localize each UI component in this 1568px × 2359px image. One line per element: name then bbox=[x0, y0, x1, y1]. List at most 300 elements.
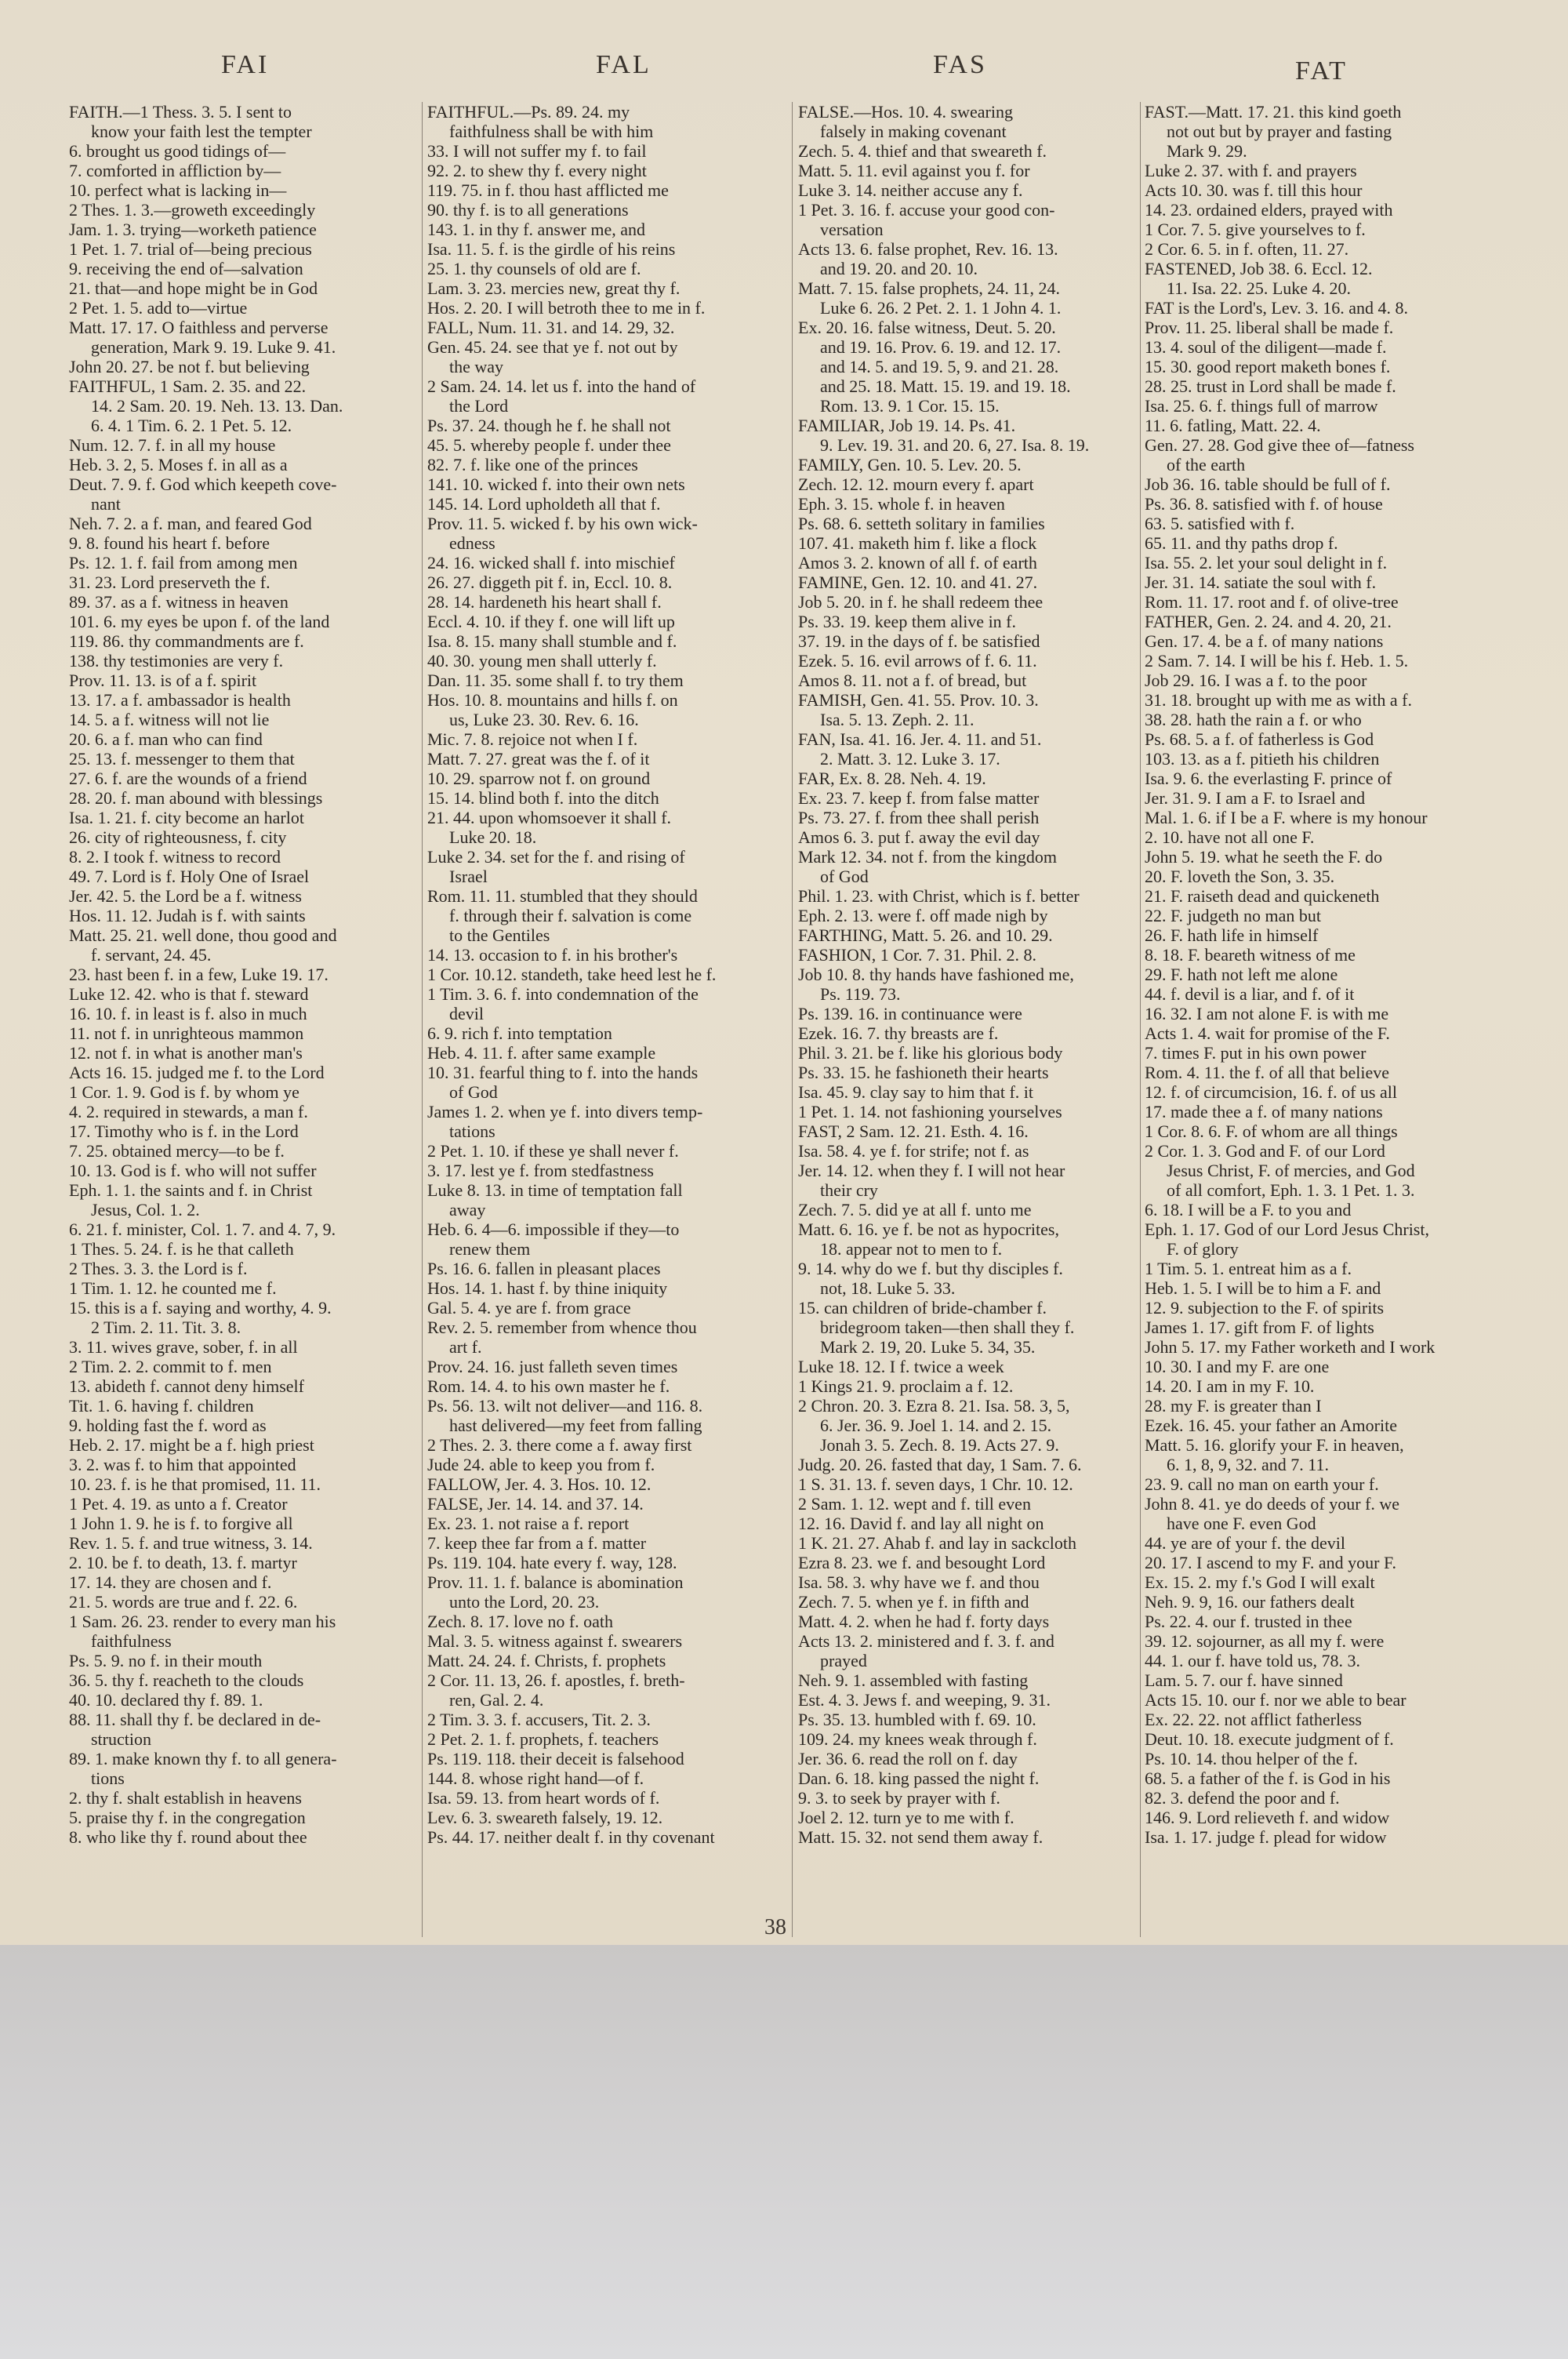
entry-line: Ps. 35. 13. humbled with f. 69. 10. bbox=[798, 1710, 1036, 1729]
entry-line: 101. 6. my eyes be upon f. of the land bbox=[69, 612, 330, 631]
entry-line: Matt. 5. 11. evil against you f. for bbox=[798, 161, 1030, 180]
entry-line: 141. 10. wicked f. into their own nets bbox=[427, 474, 685, 494]
entry-line: Matt. 4. 2. when he had f. forty days bbox=[798, 1612, 1050, 1631]
entry-line: 12. not f. in what is another man's bbox=[69, 1043, 303, 1063]
entry-line: FAITHFUL, 1 Sam. 2. 35. and 22. bbox=[69, 376, 307, 396]
entry-line: 1 John 1. 9. he is f. to forgive all bbox=[69, 1514, 293, 1533]
entry-line: Zech. 7. 5. when ye f. in fifth and bbox=[798, 1592, 1029, 1612]
entry-line: James 1. 17. gift from F. of lights bbox=[1145, 1318, 1374, 1337]
entry-line: Ps. 73. 27. f. from thee shall perish bbox=[798, 808, 1040, 827]
entry-line: 11. 6. fatling, Matt. 22. 4. bbox=[1145, 416, 1321, 435]
entry-line: James 1. 2. when ye f. into divers temp- bbox=[427, 1102, 703, 1121]
entry-line: Phil. 1. 23. with Christ, which is f. better bbox=[798, 886, 1080, 906]
entry-line: edness bbox=[449, 533, 495, 553]
entry-line: Ps. 33. 19. keep them alive in f. bbox=[798, 612, 1017, 631]
entry-line: 143. 1. in thy f. answer me, and bbox=[427, 220, 645, 239]
entry-line: F. of glory bbox=[1167, 1239, 1239, 1259]
entry-line: Mal. 1. 6. if I be a F. where is my honour bbox=[1145, 808, 1428, 827]
entry-line: Mark 12. 34. not f. from the kingdom bbox=[798, 847, 1057, 867]
entry-line: 20. 6. a f. man who can find bbox=[69, 729, 263, 749]
entry-line: 2 Sam. 1. 12. wept and f. till even bbox=[798, 1494, 1031, 1514]
entry-line: 29. F. hath not left me alone bbox=[1145, 965, 1338, 984]
entry-line: 3. 17. lest ye f. from stedfastness bbox=[427, 1161, 654, 1180]
entry-line: 23. 9. call no man on earth your f. bbox=[1145, 1474, 1379, 1494]
entry-line: Israel bbox=[449, 867, 488, 886]
entry-line: FAN, Isa. 41. 16. Jer. 4. 11. and 51. bbox=[798, 729, 1042, 749]
entry-line: Jude 24. able to keep you from f. bbox=[427, 1455, 655, 1474]
entry-line: 1 Thes. 5. 24. f. is he that calleth bbox=[69, 1239, 294, 1259]
entry-line: Lev. 6. 3. sweareth falsely, 19. 12. bbox=[427, 1808, 663, 1827]
entry-line: devil bbox=[449, 1004, 484, 1023]
entry-line: Ezek. 16. 45. your father an Amorite bbox=[1145, 1416, 1397, 1435]
entry-line: Prov. 11. 25. liberal shall be made f. bbox=[1145, 318, 1394, 337]
entry-line: Isa. 55. 2. let your soul delight in f. bbox=[1145, 553, 1388, 572]
entry-line: the way bbox=[449, 357, 504, 376]
entry-line: 12. 16. David f. and lay all night on bbox=[798, 1514, 1044, 1533]
entry-line: Job 5. 20. in f. he shall redeem thee bbox=[798, 592, 1044, 612]
entry-line: to the Gentiles bbox=[449, 925, 550, 945]
entry-line: Ps. 33. 15. he fashioneth their hearts bbox=[798, 1063, 1049, 1082]
entry-line: Acts 13. 2. ministered and f. 3. f. and bbox=[798, 1631, 1054, 1651]
entry-line: 31. 23. Lord preserveth the f. bbox=[69, 572, 270, 592]
entry-line: Ps. 119. 118. their deceit is falsehood bbox=[427, 1749, 684, 1768]
entry-line: Isa. 1. 21. f. city become an harlot bbox=[69, 808, 304, 827]
entry-line: Zech. 7. 5. did ye at all f. unto me bbox=[798, 1200, 1032, 1219]
entry-line: 10. 30. I and my F. are one bbox=[1145, 1357, 1330, 1376]
entry-line: 6. Jer. 36. 9. Joel 1. 14. and 2. 15. bbox=[820, 1416, 1052, 1435]
entry-line: Hos. 10. 8. mountains and hills f. on bbox=[427, 690, 678, 710]
entry-line: 15. this is a f. saying and worthy, 4. 9. bbox=[69, 1298, 332, 1318]
entry-line: 37. 19. in the days of f. be satisfied bbox=[798, 631, 1040, 651]
entry-line: Ps. 68. 6. setteth solitary in families bbox=[798, 514, 1045, 533]
entry-line: Isa. 45. 9. clay say to him that f. it bbox=[798, 1082, 1033, 1102]
entry-line: Gen. 27. 28. God give thee of—fatness bbox=[1145, 435, 1414, 455]
entry-line: Ps. 10. 14. thou helper of the f. bbox=[1145, 1749, 1358, 1768]
entry-line: Jer. 36. 6. read the roll on f. day bbox=[798, 1749, 1018, 1768]
entry-line: John 20. 27. be not f. but believing bbox=[69, 357, 310, 376]
entry-line: 144. 8. whose right hand—of f. bbox=[427, 1768, 644, 1788]
entry-line: 88. 11. shall thy f. be declared in de- bbox=[69, 1710, 321, 1729]
entry-line: Ps. 56. 13. wilt not deliver—and 116. 8. bbox=[427, 1396, 703, 1416]
entry-line: 26. 27. diggeth pit f. in, Eccl. 10. 8. bbox=[427, 572, 673, 592]
entry-line: 16. 32. I am not alone F. is with me bbox=[1145, 1004, 1389, 1023]
entry-line: Heb. 4. 11. f. after same example bbox=[427, 1043, 656, 1063]
entry-line: Ps. 44. 17. neither dealt f. in thy covenant bbox=[427, 1827, 715, 1847]
entry-line: FAITH.—1 Thess. 3. 5. I sent to bbox=[69, 102, 292, 122]
entry-line: Ps. 5. 9. no f. in their mouth bbox=[69, 1651, 263, 1670]
column-divider bbox=[422, 102, 423, 1937]
entry-line: away bbox=[449, 1200, 486, 1219]
entry-line: Ps. 36. 8. satisfied with f. of house bbox=[1145, 494, 1383, 514]
entry-line: 3. 11. wives grave, sober, f. in all bbox=[69, 1337, 298, 1357]
entry-line: and 19. 16. Prov. 6. 19. and 12. 17. bbox=[820, 337, 1062, 357]
entry-line: Matt. 5. 16. glorify your F. in heaven, bbox=[1145, 1435, 1404, 1455]
entry-line: Zech. 12. 12. mourn every f. apart bbox=[798, 474, 1034, 494]
entry-line: 21. 44. upon whomsoever it shall f. bbox=[427, 808, 672, 827]
entry-line: Matt. 25. 21. well done, thou good and bbox=[69, 925, 337, 945]
entry-line: 1 Tim. 5. 1. entreat him as a f. bbox=[1145, 1259, 1352, 1278]
entry-line: Eph. 1. 17. God of our Lord Jesus Christ, bbox=[1145, 1219, 1429, 1239]
entry-line: 5. praise thy f. in the congregation bbox=[69, 1808, 306, 1827]
entry-line: 2 Pet. 1. 10. if these ye shall never f. bbox=[427, 1141, 679, 1161]
entry-line: Isa. 25. 6. f. things full of marrow bbox=[1145, 396, 1378, 416]
entry-line: Ps. 12. 1. f. fail from among men bbox=[69, 553, 298, 572]
entry-line: Jonah 3. 5. Zech. 8. 19. Acts 27. 9. bbox=[820, 1435, 1059, 1455]
entry-line: Job 29. 16. I was a f. to the poor bbox=[1145, 671, 1367, 690]
entry-line: 15. 14. blind both f. into the ditch bbox=[427, 788, 659, 808]
entry-line: unto the Lord, 20. 23. bbox=[449, 1592, 600, 1612]
entry-line: Isa. 8. 15. many shall stumble and f. bbox=[427, 631, 677, 651]
entry-line: faithfulness shall be with him bbox=[449, 122, 654, 141]
entry-line: 7. comforted in affliction by— bbox=[69, 161, 281, 180]
entry-line: Jam. 1. 3. trying—worketh patience bbox=[69, 220, 317, 239]
entry-line: 20. 17. I ascend to my F. and your F. bbox=[1145, 1553, 1396, 1572]
entry-line: Gen. 17. 4. be a f. of many nations bbox=[1145, 631, 1384, 651]
entry-line: Isa. 58. 3. why have we f. and thou bbox=[798, 1572, 1040, 1592]
entry-line: 25. 1. thy counsels of old are f. bbox=[427, 259, 641, 278]
entry-line: Heb. 1. 5. I will be to him a F. and bbox=[1145, 1278, 1381, 1298]
entry-line: Ps. 16. 6. fallen in pleasant places bbox=[427, 1259, 661, 1278]
entry-line: f. servant, 24. 45. bbox=[91, 945, 212, 965]
entry-line: 1 Cor. 8. 6. F. of whom are all things bbox=[1145, 1121, 1398, 1141]
entry-line: FASHION, 1 Cor. 7. 31. Phil. 2. 8. bbox=[798, 945, 1036, 965]
entry-line: Ex. 23. 1. not raise a f. report bbox=[427, 1514, 630, 1533]
entry-line: 9. 8. found his heart f. before bbox=[69, 533, 270, 553]
entry-line: 26. F. hath life in himself bbox=[1145, 925, 1319, 945]
entry-line: 13. abideth f. cannot deny himself bbox=[69, 1376, 304, 1396]
entry-line: Isa. 11. 5. f. is the girdle of his reins bbox=[427, 239, 676, 259]
entry-line: Acts 15. 10. our f. nor we able to bear bbox=[1145, 1690, 1406, 1710]
entry-line: Ezra 8. 23. we f. and besought Lord bbox=[798, 1553, 1046, 1572]
column-divider bbox=[792, 102, 793, 1937]
entry-line: 4. 2. required in stewards, a man f. bbox=[69, 1102, 308, 1121]
entry-line: tations bbox=[449, 1121, 495, 1141]
entry-line: not, 18. Luke 5. 33. bbox=[820, 1278, 956, 1298]
entry-line: 63. 5. satisfied with f. bbox=[1145, 514, 1295, 533]
entry-line: Job 36. 16. table should be full of f. bbox=[1145, 474, 1391, 494]
running-headers bbox=[0, 50, 1568, 89]
entry-line: of God bbox=[820, 867, 869, 886]
entry-line: art f. bbox=[449, 1337, 482, 1357]
entry-line: generation, Mark 9. 19. Luke 9. 41. bbox=[91, 337, 336, 357]
entry-line: Ezek. 16. 7. thy breasts are f. bbox=[798, 1023, 999, 1043]
entry-line: 45. 5. whereby people f. under thee bbox=[427, 435, 671, 455]
entry-line: 44. f. devil is a liar, and f. of it bbox=[1145, 984, 1355, 1004]
entry-line: 28. 14. hardeneth his heart shall f. bbox=[427, 592, 662, 612]
entry-line: 1 K. 21. 27. Ahab f. and lay in sackcloth bbox=[798, 1533, 1076, 1553]
entry-line: Zech. 8. 17. love no f. oath bbox=[427, 1612, 614, 1631]
entry-line: 89. 37. as a f. witness in heaven bbox=[69, 592, 289, 612]
entry-line: Neh. 9. 9, 16. our fathers dealt bbox=[1145, 1592, 1355, 1612]
entry-line: 107. 41. maketh him f. like a flock bbox=[798, 533, 1037, 553]
entry-line: Acts 10. 30. was f. till this hour bbox=[1145, 180, 1363, 200]
entry-line: Luke 8. 13. in time of temptation fall bbox=[427, 1180, 683, 1200]
entry-line: Acts 16. 15. judged me f. to the Lord bbox=[69, 1063, 325, 1082]
entry-line: 39. 12. sojourner, as all my f. were bbox=[1145, 1631, 1385, 1651]
entry-line: Ps. 139. 16. in continuance were bbox=[798, 1004, 1022, 1023]
text-column-4 bbox=[1145, 102, 1505, 1847]
entry-line: 6. 9. rich f. into temptation bbox=[427, 1023, 612, 1043]
entry-line: 6. 4. 1 Tim. 6. 2. 1 Pet. 5. 12. bbox=[91, 416, 292, 435]
entry-line: Matt. 15. 32. not send them away f. bbox=[798, 1827, 1044, 1847]
entry-line: ren, Gal. 2. 4. bbox=[449, 1690, 544, 1710]
entry-line: Prov. 11. 13. is of a f. spirit bbox=[69, 671, 257, 690]
entry-line: Ex. 15. 2. my f.'s God I will exalt bbox=[1145, 1572, 1375, 1592]
entry-line: Tit. 1. 6. having f. children bbox=[69, 1396, 254, 1416]
entry-line: 2 Sam. 24. 14. let us f. into the hand of bbox=[427, 376, 696, 396]
entry-line: 145. 14. Lord upholdeth all that f. bbox=[427, 494, 661, 514]
entry-line: Ps. 22. 4. our f. trusted in thee bbox=[1145, 1612, 1352, 1631]
entry-line: Neh. 9. 1. assembled with fasting bbox=[798, 1670, 1029, 1690]
entry-line: Est. 4. 3. Jews f. and weeping, 9. 31. bbox=[798, 1690, 1051, 1710]
entry-line: Heb. 3. 2, 5. Moses f. in all as a bbox=[69, 455, 288, 474]
entry-line: 1 Sam. 26. 23. render to every man his bbox=[69, 1612, 336, 1631]
entry-line: 6. 18. I will be a F. to you and bbox=[1145, 1200, 1352, 1219]
entry-line: nant bbox=[91, 494, 121, 514]
entry-line: Ex. 23. 7. keep f. from false matter bbox=[798, 788, 1040, 808]
entry-line: 82. 3. defend the poor and f. bbox=[1145, 1788, 1340, 1808]
entry-line: John 5. 17. my Father worketh and I work bbox=[1145, 1337, 1436, 1357]
entry-line: 10. perfect what is lacking in— bbox=[69, 180, 287, 200]
entry-line: 7. times F. put in his own power bbox=[1145, 1043, 1367, 1063]
entry-line: 2 Thes. 3. 3. the Lord is f. bbox=[69, 1259, 248, 1278]
entry-line: Rev. 1. 5. f. and true witness, 3. 14. bbox=[69, 1533, 313, 1553]
entry-line: Lam. 5. 7. our f. have sinned bbox=[1145, 1670, 1343, 1690]
entry-line: Isa. 5. 13. Zeph. 2. 11. bbox=[820, 710, 975, 729]
entry-line: Matt. 7. 15. false prophets, 24. 11, 24. bbox=[798, 278, 1061, 298]
entry-line: 2 Sam. 7. 14. I will be his f. Heb. 1. 5. bbox=[1145, 651, 1409, 671]
entry-line: and 14. 5. and 19. 5, 9. and 21. 28. bbox=[820, 357, 1059, 376]
page-number: 38 bbox=[764, 1915, 786, 1939]
entry-line: Rom. 11. 17. root and f. of olive-tree bbox=[1145, 592, 1399, 612]
entry-line: Hos. 2. 20. I will betroth thee to me in f. bbox=[427, 298, 706, 318]
entry-line: Matt. 6. 16. ye f. be not as hypocrites, bbox=[798, 1219, 1059, 1239]
entry-line: Isa. 9. 6. the everlasting F. prince of bbox=[1145, 769, 1392, 788]
entry-line: Eph. 3. 15. whole f. in heaven bbox=[798, 494, 1005, 514]
entry-line: Heb. 6. 4—6. impossible if they—to bbox=[427, 1219, 680, 1239]
entry-line: 11. Isa. 22. 25. Luke 4. 20. bbox=[1167, 278, 1352, 298]
entry-line: Isa. 1. 17. judge f. plead for widow bbox=[1145, 1827, 1387, 1847]
entry-line: 68. 5. a father of the f. is God in his bbox=[1145, 1768, 1391, 1788]
entry-line: Isa. 59. 13. from heart words of f. bbox=[427, 1788, 660, 1808]
entry-line: 44. 1. our f. have told us, 78. 3. bbox=[1145, 1651, 1360, 1670]
entry-line: 6. 1, 8, 9, 32. and 7. 11. bbox=[1167, 1455, 1329, 1474]
entry-line: 14. 20. I am in my F. 10. bbox=[1145, 1376, 1315, 1396]
entry-line: 13. 4. soul of the diligent—made f. bbox=[1145, 337, 1387, 357]
entry-line: Luke 2. 37. with f. and prayers bbox=[1145, 161, 1357, 180]
text-column-3 bbox=[798, 102, 1157, 1847]
entry-line: 15. 30. good report maketh bones f. bbox=[1145, 357, 1391, 376]
entry-line: 2. 10. have not all one F. bbox=[1145, 827, 1315, 847]
entry-line: of the earth bbox=[1167, 455, 1246, 474]
entry-line: Jesus Christ, F. of mercies, and God bbox=[1167, 1161, 1415, 1180]
entry-line: 15. can children of bride-chamber f. bbox=[798, 1298, 1047, 1318]
entry-line: Eccl. 4. 10. if they f. one will lift up bbox=[427, 612, 675, 631]
entry-line: Gal. 5. 4. ye are f. from grace bbox=[427, 1298, 631, 1318]
entry-line: 103. 13. as a f. pitieth his children bbox=[1145, 749, 1380, 769]
entry-line: Rom. 11. 11. stumbled that they should bbox=[427, 886, 698, 906]
entry-line: Phil. 3. 21. be f. like his glorious body bbox=[798, 1043, 1063, 1063]
entry-line: 21. that—and hope might be in God bbox=[69, 278, 318, 298]
entry-line: 7. keep thee far from a f. matter bbox=[427, 1533, 647, 1553]
entry-line: 65. 11. and thy paths drop f. bbox=[1145, 533, 1338, 553]
entry-line: 1 Tim. 1. 12. he counted me f. bbox=[69, 1278, 277, 1298]
entry-line: Joel 2. 12. turn ye to me with f. bbox=[798, 1808, 1014, 1827]
entry-line: 1 S. 31. 13. f. seven days, 1 Chr. 10. 12. bbox=[798, 1474, 1073, 1494]
running-header-3: FAS bbox=[933, 50, 987, 79]
entry-line: Mark 9. 29. bbox=[1167, 141, 1247, 161]
entry-line: FAT is the Lord's, Lev. 3. 16. and 4. 8. bbox=[1145, 298, 1408, 318]
entry-line: 25. 13. f. messenger to them that bbox=[69, 749, 295, 769]
entry-line: of all comfort, Eph. 1. 3. 1 Pet. 1. 3. bbox=[1167, 1180, 1415, 1200]
entry-line: 49. 7. Lord is f. Holy One of Israel bbox=[69, 867, 310, 886]
entry-line: 18. appear not to men to f. bbox=[820, 1239, 1003, 1259]
entry-line: 6. 21. f. minister, Col. 1. 7. and 4. 7, 9. bbox=[69, 1219, 336, 1239]
entry-line: Luke 3. 14. neither accuse any f. bbox=[798, 180, 1023, 200]
entry-line: 3. 2. was f. to him that appointed bbox=[69, 1455, 296, 1474]
entry-line: FAITHFUL.—Ps. 89. 24. my bbox=[427, 102, 630, 122]
entry-line: renew them bbox=[449, 1239, 531, 1259]
entry-line: Hos. 11. 12. Judah is f. with saints bbox=[69, 906, 306, 925]
entry-line: FALSE, Jer. 14. 14. and 37. 14. bbox=[427, 1494, 644, 1514]
entry-line: 12. 9. subjection to the F. of spirits bbox=[1145, 1298, 1385, 1318]
entry-line: FARTHING, Matt. 5. 26. and 10. 29. bbox=[798, 925, 1053, 945]
entry-line: 40. 30. young men shall utterly f. bbox=[427, 651, 657, 671]
entry-line: Luke 18. 12. I f. twice a week bbox=[798, 1357, 1004, 1376]
entry-line: 9. holding fast the f. word as bbox=[69, 1416, 267, 1435]
entry-line: Dan. 6. 18. king passed the night f. bbox=[798, 1768, 1040, 1788]
entry-line: 28. 25. trust in Lord shall be made f. bbox=[1145, 376, 1396, 396]
entry-line: FAST, 2 Sam. 12. 21. Esth. 4. 16. bbox=[798, 1121, 1029, 1141]
entry-line: 14. 23. ordained elders, prayed with bbox=[1145, 200, 1393, 220]
entry-line: 17. 14. they are chosen and f. bbox=[69, 1572, 272, 1592]
entry-line: 36. 5. thy f. reacheth to the clouds bbox=[69, 1670, 304, 1690]
entry-line: 28. 20. f. man abound with blessings bbox=[69, 788, 323, 808]
entry-line: 21. F. raiseth dead and quickeneth bbox=[1145, 886, 1380, 906]
entry-line: 24. 16. wicked shall f. into mischief bbox=[427, 553, 675, 572]
entry-line: Zech. 5. 4. thief and that sweareth f. bbox=[798, 141, 1047, 161]
entry-line: Mark 2. 19, 20. Luke 5. 34, 35. bbox=[820, 1337, 1036, 1357]
entry-line: and 19. 20. and 20. 10. bbox=[820, 259, 978, 278]
entry-line: 2 Thes. 2. 3. there come a f. away first bbox=[427, 1435, 692, 1455]
entry-line: 21. 5. words are true and f. 22. 6. bbox=[69, 1592, 298, 1612]
entry-line: 8. 2. I took f. witness to record bbox=[69, 847, 281, 867]
entry-line: 92. 2. to shew thy f. every night bbox=[427, 161, 647, 180]
entry-line: faithfulness bbox=[91, 1631, 172, 1651]
entry-line: 2 Pet. 1. 5. add to—virtue bbox=[69, 298, 248, 318]
entry-line: Mic. 7. 8. rejoice not when I f. bbox=[427, 729, 638, 749]
entry-line: Isa. 58. 4. ye f. for strife; not f. as bbox=[798, 1141, 1029, 1161]
entry-line: 2 Cor. 1. 3. God and F. of our Lord bbox=[1145, 1141, 1385, 1161]
entry-line: Eph. 2. 13. were f. off made nigh by bbox=[798, 906, 1048, 925]
entry-line: Ezek. 5. 16. evil arrows of f. 6. 11. bbox=[798, 651, 1037, 671]
entry-line: Deut. 10. 18. execute judgment of f. bbox=[1145, 1729, 1394, 1749]
entry-line: 28. my F. is greater than I bbox=[1145, 1396, 1322, 1416]
entry-line: FASTENED, Job 38. 6. Eccl. 12. bbox=[1145, 259, 1373, 278]
entry-line: 9. 3. to seek by prayer with f. bbox=[798, 1788, 1000, 1808]
entry-line: 1 Pet. 1. 7. trial of—being precious bbox=[69, 239, 312, 259]
entry-line: 33. I will not suffer my f. to fail bbox=[427, 141, 647, 161]
entry-line: 2 Cor. 11. 13, 26. f. apostles, f. breth- bbox=[427, 1670, 685, 1690]
entry-line: 12. f. of circumcision, 16. f. of us all bbox=[1145, 1082, 1397, 1102]
entry-line: Amos 8. 11. not a f. of bread, but bbox=[798, 671, 1027, 690]
entry-line: 2. thy f. shalt establish in heavens bbox=[69, 1788, 302, 1808]
entry-line: Lam. 3. 23. mercies new, great thy f. bbox=[427, 278, 681, 298]
entry-line: Job 10. 8. thy hands have fashioned me, bbox=[798, 965, 1074, 984]
background-surface bbox=[0, 1945, 1568, 2359]
entry-line: Judg. 20. 26. fasted that day, 1 Sam. 7. 6. bbox=[798, 1455, 1082, 1474]
entry-line: 16. 10. f. in least is f. also in much bbox=[69, 1004, 307, 1023]
entry-line: Ps. 119. 73. bbox=[820, 984, 901, 1004]
entry-line: 119. 86. thy commandments are f. bbox=[69, 631, 304, 651]
running-header-4: FAT bbox=[1295, 56, 1348, 85]
entry-line: 44. ye are of your f. the devil bbox=[1145, 1533, 1345, 1553]
entry-line: Rev. 2. 5. remember from whence thou bbox=[427, 1318, 697, 1337]
entry-line: 14. 5. a f. witness will not lie bbox=[69, 710, 270, 729]
entry-line: 40. 10. declared thy f. 89. 1. bbox=[69, 1690, 263, 1710]
entry-line: 2 Tim. 3. 3. f. accusers, Tit. 2. 3. bbox=[427, 1710, 651, 1729]
entry-line: Dan. 11. 35. some shall f. to try them bbox=[427, 671, 684, 690]
entry-line: know your faith lest the tempter bbox=[91, 122, 312, 141]
entry-line: Ps. 68. 5. a f. of fatherless is God bbox=[1145, 729, 1374, 749]
entry-line: 2 Pet. 2. 1. f. prophets, f. teachers bbox=[427, 1729, 659, 1749]
entry-line: FALSE.—Hos. 10. 4. swearing bbox=[798, 102, 1013, 122]
entry-line: 2. Matt. 3. 12. Luke 3. 17. bbox=[820, 749, 1000, 769]
entry-line: 1 Pet. 4. 19. as unto a f. Creator bbox=[69, 1494, 288, 1514]
entry-line: 20. F. loveth the Son, 3. 35. bbox=[1145, 867, 1335, 886]
entry-line: 89. 1. make known thy f. to all genera- bbox=[69, 1749, 337, 1768]
entry-line: 6. brought us good tidings of— bbox=[69, 141, 286, 161]
entry-line: Amos 6. 3. put f. away the evil day bbox=[798, 827, 1040, 847]
entry-line: Ps. 119. 104. hate every f. way, 128. bbox=[427, 1553, 677, 1572]
entry-line: 11. not f. in unrighteous mammon bbox=[69, 1023, 304, 1043]
entry-line: 2 Tim. 2. 11. Tit. 3. 8. bbox=[91, 1318, 241, 1337]
entry-line: Eph. 1. 1. the saints and f. in Christ bbox=[69, 1180, 313, 1200]
entry-line: have one F. even God bbox=[1167, 1514, 1316, 1533]
entry-line: 14. 2 Sam. 20. 19. Neh. 13. 13. Dan. bbox=[91, 396, 343, 416]
entry-line: John 8. 41. ye do deeds of your f. we bbox=[1145, 1494, 1400, 1514]
entry-line: Hos. 14. 1. hast f. by thine iniquity bbox=[427, 1278, 668, 1298]
entry-line: hast delivered—my feet from falling bbox=[449, 1416, 702, 1435]
entry-line: not out but by prayer and fasting bbox=[1167, 122, 1392, 141]
entry-line: 26. city of righteousness, f. city bbox=[69, 827, 287, 847]
entry-line: Luke 6. 26. 2 Pet. 2. 1. 1 John 4. 1. bbox=[820, 298, 1062, 318]
entry-line: 1 Cor. 1. 9. God is f. by whom ye bbox=[69, 1082, 299, 1102]
entry-line: Prov. 11. 5. wicked f. by his own wick- bbox=[427, 514, 698, 533]
running-header-1: FAI bbox=[221, 50, 270, 79]
entry-line: Jer. 14. 12. when they f. I will not hear bbox=[798, 1161, 1065, 1180]
entry-line: FALLOW, Jer. 4. 3. Hos. 10. 12. bbox=[427, 1474, 652, 1494]
entry-line: 1 Cor. 10.12. standeth, take heed lest he f. bbox=[427, 965, 717, 984]
entry-line: 27. 6. f. are the wounds of a friend bbox=[69, 769, 307, 788]
entry-line: 1 Kings 21. 9. proclaim a f. 12. bbox=[798, 1376, 1014, 1396]
entry-line: tions bbox=[91, 1768, 125, 1788]
entry-line: the Lord bbox=[449, 396, 509, 416]
entry-line: Num. 12. 7. f. in all my house bbox=[69, 435, 276, 455]
entry-line: FAMINE, Gen. 12. 10. and 41. 27. bbox=[798, 572, 1038, 592]
entry-line: Rom. 13. 9. 1 Cor. 15. 15. bbox=[820, 396, 1000, 416]
entry-line: Matt. 7. 27. great was the f. of it bbox=[427, 749, 650, 769]
entry-line: bridegroom taken—then shall they f. bbox=[820, 1318, 1075, 1337]
entry-line: FATHER, Gen. 2. 24. and 4. 20, 21. bbox=[1145, 612, 1392, 631]
running-header-2: FAL bbox=[596, 50, 652, 79]
entry-line: 10. 13. God is f. who will not suffer bbox=[69, 1161, 317, 1180]
entry-line: 90. thy f. is to all generations bbox=[427, 200, 629, 220]
entry-line: Heb. 2. 17. might be a f. high priest bbox=[69, 1435, 314, 1455]
entry-line: Rom. 4. 11. the f. of all that believe bbox=[1145, 1063, 1389, 1082]
entry-line: FAMISH, Gen. 41. 55. Prov. 10. 3. bbox=[798, 690, 1039, 710]
entry-line: us, Luke 23. 30. Rev. 6. 16. bbox=[449, 710, 639, 729]
